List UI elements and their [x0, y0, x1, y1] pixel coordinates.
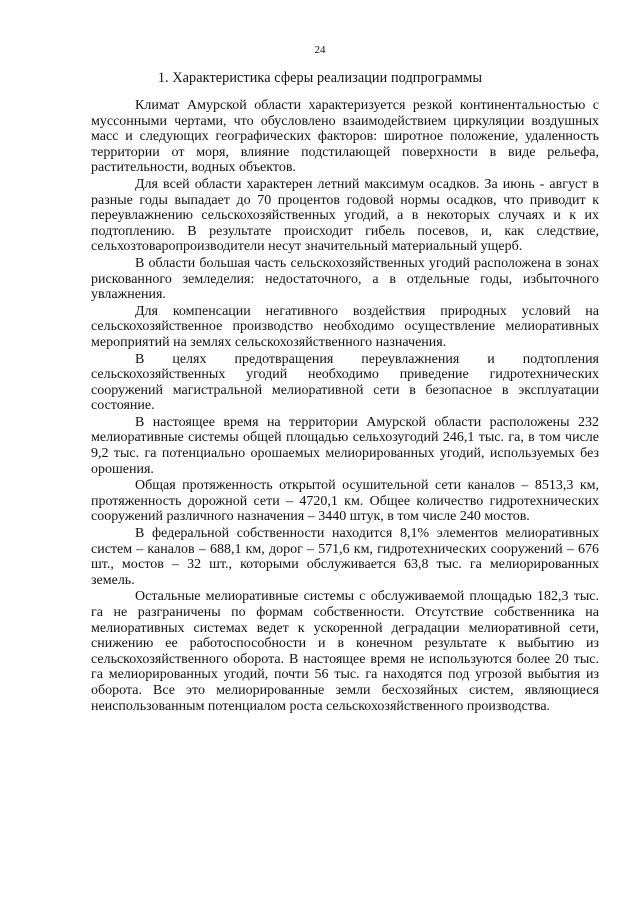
page-number: 24	[314, 44, 326, 56]
paragraph-compensation: Для компенсации негативного воздействия природных условий на сельскохозяйственное производство необходимо осуществление мелиоративных мероприятий на землях сельскохозяйственного назначения.	[91, 303, 599, 350]
paragraph-risk-zones: В области большая часть сельскохозяйственных угодий расположена в зонах рискованного земледелия: недостаточного, а в отдельные годы, избыточного увлажнения.	[91, 255, 599, 303]
paragraph-network-length: Общая протяженность открытой осушительной сети каналов – 8513,3 км, протяженность дорожной сети – 4720,1 км. Общее количество гидротехнических сооружений различного назначения – 3440 штук, в том числе 240 мостов.	[91, 478, 599, 525]
paragraph-climate: Климат Амурской области характеризуется резкой континентальностью с муссонными чертами, что обусловлено взаимодействием циркуляции воздушных масс и следующих географических факторов: широтное положение, удаленность территории от моря, влияние подстилающей поверхности в виде рельефа, растительности, водных объектов.	[91, 98, 599, 176]
paragraph-systems: В настоящее время на территории Амурской области расположены 232 мелиоративные системы общей площадью сельхозугодий 246,1 тыс. га, в том числе 9,2 тыс. га потенциально орошаемых мелиорированных угодий, используемых без орошения.	[91, 414, 599, 477]
paragraph-precipitation: Для всей области характерен летний максимум осадков. За июнь - август в разные годы выпадает до 70 процентов годовой нормы осадков, что приводит к переувлажнению сельскохозяйственных угодий, а в некоторых случаях и к их подтоплению. В результате происходит гибель посевов, и, как следствие, сельхозтоваропроизводители несут значительный материальный ущерб.	[91, 176, 599, 255]
paragraph-federal-property: В федеральной собственности находится 8,1% элементов мелиоративных систем – каналов – 688,1 км, дорог – 571,6 км, гидротехнических сооружений – 676 шт., мостов – 32 шт., которыми обслуживается 63,8 тыс. га мелиорированных земель.	[91, 526, 599, 588]
body-text	[91, 98, 599, 714]
paragraph-prevention: В целях предотвращения переувлажнения и подтопления сельскохозяйственных угодий необходимо приведение гидротехнических сооружений магистральной мелиоративной сети в безопасное в эксплуатации состояние.	[91, 351, 599, 414]
section-heading: 1. Характеристика сферы реализации подпрограммы	[157, 70, 483, 86]
paragraph-other-systems: Остальные мелиоративные системы с обслуживаемой площадью 182,3 тыс. га не разграничены по формам собственности. Отсутствие собственника на мелиоративных системах ведет к ускоренной деградации мелиоративной сети, снижению ее работоспособности и в конечном результате к выбытию из сельскохозяйственного оборота. В настоящее время не используются более 20 тыс. га мелиорированных угодий, почти 56 тыс. га находятся под угрозой выбытия из оборота. Все это мелиорированные земли бесхозяйных систем, являющиеся неиспользованным потенциалом роста сельскохозяйственного производства.	[91, 589, 599, 714]
